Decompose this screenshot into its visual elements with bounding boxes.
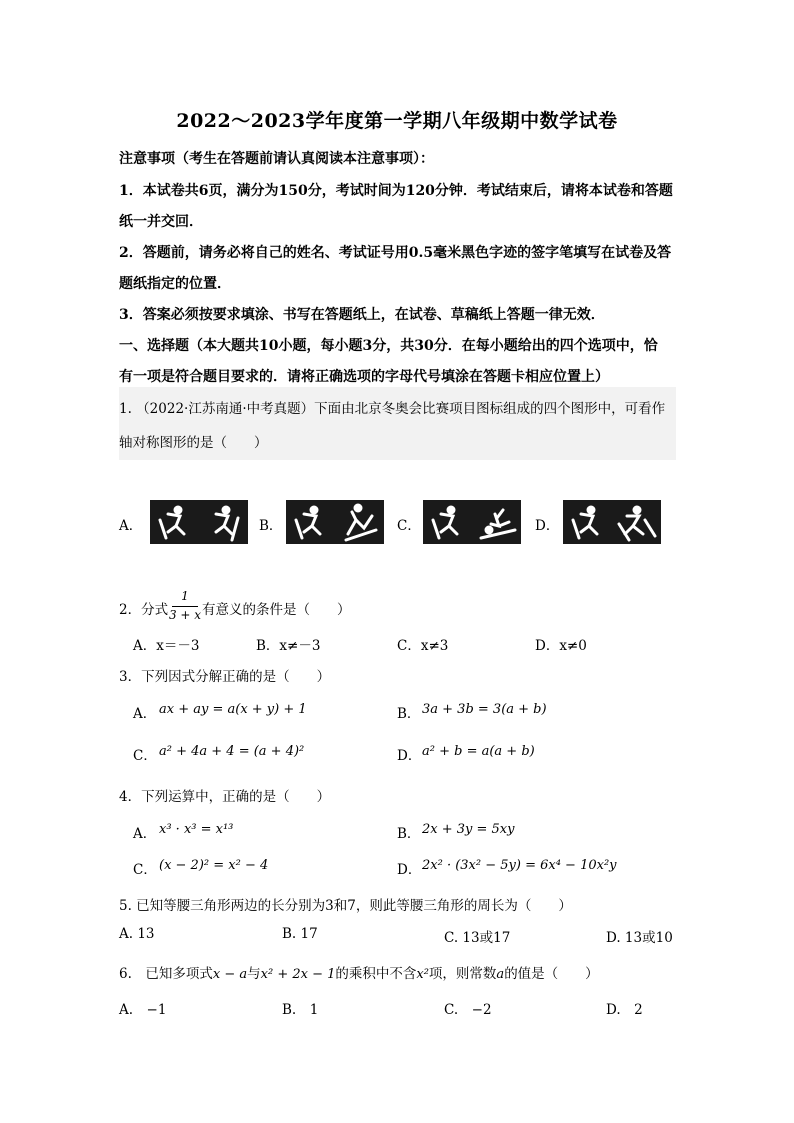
q3-option-b-label: B． [397,706,421,722]
q2-option-c: C．x≠3 [397,638,449,654]
q1-option-b-image [286,500,384,544]
q2-option-b: B．x≠－3 [256,638,321,654]
q6-stem-mid-3: 项，则常数 [428,966,497,982]
q3-option-b: 3a + 3b = 3(a + b) [422,702,547,717]
q2-fraction-numerator: 1 [181,589,189,603]
q4-option-d-label: D． [397,862,422,878]
q1-option-b-label: B． [259,518,283,534]
note-3: 3．答案必须按要求填涂、书写在答题纸上，在试卷、草稿纸上答题一律无效． [119,307,605,323]
section1-line-2: 有一项是符合题目要求的．请将正确选项的字母代号填涂在答题卡相应位置上） [119,369,609,385]
q1-option-d-label: D． [535,518,560,534]
section1-line-1: 一、选择题（本大题共10小题，每小题3分，共30分．在每小题给出的四个选项中，恰 [119,338,658,354]
note-2-line-2: 题纸指定的位置． [119,276,231,292]
q6-expr-1: x − a [212,967,248,982]
q6-stem [119,962,599,982]
q4-option-a: x³ · x³ = x¹³ [159,822,234,837]
q1-option-a-image [150,500,248,544]
notes-heading: 注意事项（考生在答题前请认真阅读本注意事项）： [119,151,434,167]
q1-option-c-image [423,500,521,544]
q4-option-c: (x − 2)² = x² − 4 [159,858,269,873]
note-1-line-1: 1．本试卷共6页，满分为150分，考试时间为120分钟．考试结束后，请将本试卷和答题 [119,183,673,199]
q6-option-b: B. 1 [282,1002,319,1018]
q4-stem: 4．下列运算中，正确的是（ ） [119,789,331,805]
q6-expr-3: x² [416,967,429,982]
q3-option-c-label: C． [133,748,157,764]
note-1-line-2: 纸一并交回． [119,214,203,230]
q6-expr-2: x² + 2x − 1 [260,967,336,982]
q1-stem-line-1: 1. （2022·江苏南通·中考真题）下面由北京冬奥会比赛项目图标组成的四个图形中，可看作 [119,401,666,417]
q6-stem-pre: 6. 已知多项式 [119,966,213,982]
q2-fraction-bar [172,606,198,607]
q6-option-a: A. −1 [119,1002,167,1018]
q6-stem-mid-2: 的乘积中不含 [335,966,417,982]
q4-option-d: 2x² · (3x² − 5y) = 6x⁴ − 10x²y [422,858,617,873]
q2-fraction-denominator: 3 + x [168,608,202,622]
q4-option-c-label: C． [133,862,157,878]
q3-option-a: ax + ay = a(x + y) + 1 [159,702,307,717]
q6-expr-4: a [496,967,505,982]
note-2-line-1: 2．答题前，请务必将自己的姓名、考试证号用0.5毫米黑色字迹的签字笔填写在试卷及答 [119,245,672,261]
q3-option-a-label: A． [133,706,157,722]
q2-option-a: A．x＝－3 [133,638,200,654]
q1-option-c-label: C． [397,518,421,534]
q5-option-a: A. 13 [119,926,155,942]
q1-option-a-label: A． [119,518,143,534]
q6-stem-mid: 与 [247,966,261,982]
page-title: 2022～2023学年度第一学期八年级期中数学试卷 [176,110,618,132]
q1-option-d-image [563,500,661,544]
q4-option-b: 2x + 3y = 5xy [422,822,515,837]
q5-option-b: B. 17 [282,926,318,942]
q2-stem-pre: 2．分式 [119,602,169,618]
q4-option-a-label: A． [133,826,157,842]
q3-option-d-label: D． [397,748,422,764]
q6-option-c: C. −2 [444,1002,492,1018]
q3-option-c: a² + 4a + 4 = (a + 4)² [159,744,305,759]
q5-option-c: C. 13或17 [444,930,511,946]
q6-stem-post: 的值是（ ） [504,966,599,982]
q1-stem-line-2: 轴对称图形的是（ ） [119,435,268,451]
q5-option-d: D. 13或10 [606,930,673,946]
q5-stem: 5. 已知等腰三角形两边的长分别为3和7，则此等腰三角形的周长为（ ） [119,898,572,914]
q4-option-b-label: B． [397,826,421,842]
q6-option-d: D. 2 [606,1002,643,1018]
q2-option-d: D．x≠0 [535,638,587,654]
q3-stem: 3．下列因式分解正确的是（ ） [119,669,331,685]
q2-stem-post: 有意义的条件是（ ） [202,602,351,618]
q3-option-d: a² + b = a(a + b) [422,744,535,759]
